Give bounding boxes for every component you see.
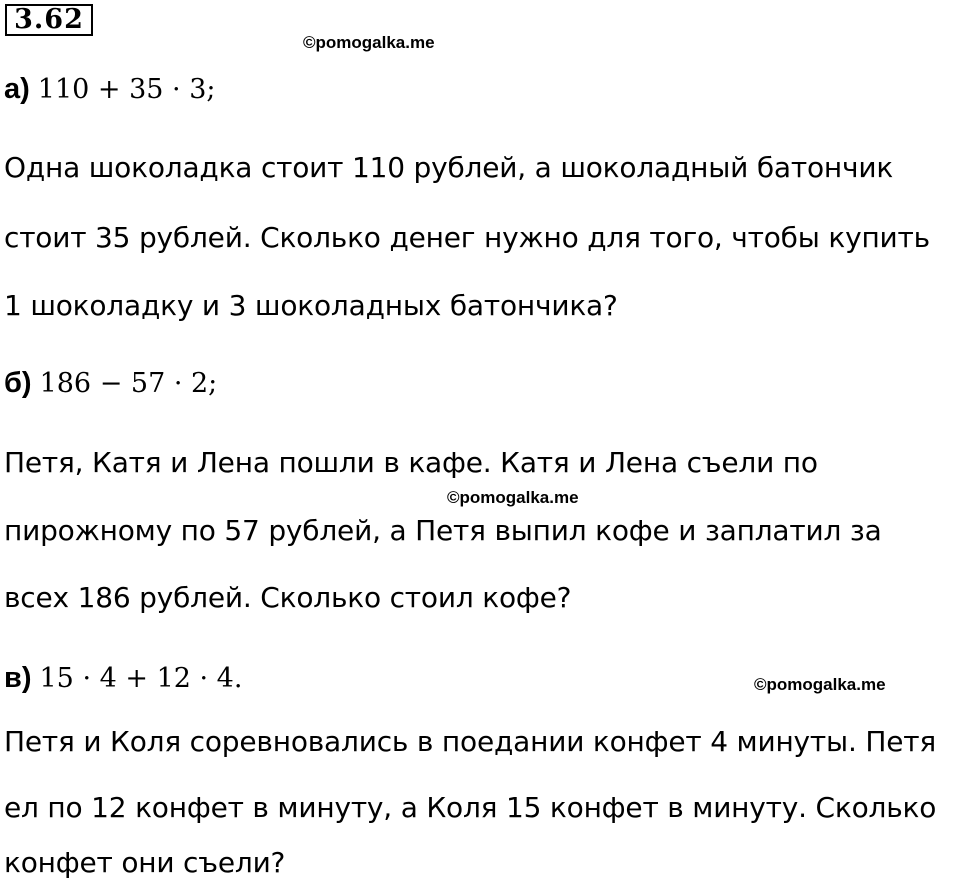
item-c-expression: 15 · 4 + 12 · 4. (39, 663, 243, 694)
problem-number: 3.62 (5, 4, 93, 36)
item-b-expression: 186 − 57 · 2; (39, 368, 218, 399)
item-c-label: в) (4, 662, 32, 694)
item-a-text-line: Одна шоколадка стоит 110 рублей, а шоколадный батончик (4, 151, 894, 184)
watermark: ©pomogalka.me (754, 675, 886, 694)
item-a-label: а) (4, 73, 30, 105)
item-b-text-line: пирожному по 57 рублей, а Петя выпил кофе и заплатил за (4, 514, 882, 547)
item-a-text-line: стоит 35 рублей. Сколько денег нужно для того, чтобы купить (4, 221, 930, 254)
item-b-text-line: Петя, Катя и Лена пошли в кафе. Катя и Лена съели по (4, 446, 818, 479)
item-c-header (4, 661, 242, 696)
item-a-header (4, 72, 216, 107)
watermark: ©pomogalka.me (303, 33, 435, 52)
item-c-text-line: конфет они съели? (4, 846, 286, 879)
item-c-text-line: Петя и Коля соревновались в поедании конфет 4 минуты. Петя (4, 725, 936, 758)
item-c-text-line: ел по 12 конфет в минуту, а Коля 15 конфет в минуту. Сколько (4, 791, 937, 824)
item-a-expression: 110 + 35 · 3; (37, 74, 216, 105)
item-b-header (4, 366, 217, 401)
item-b-text-line: всех 186 рублей. Сколько стоил кофе? (4, 581, 572, 614)
item-b-label: б) (4, 367, 32, 399)
item-a-text-line: 1 шоколадку и 3 шоколадных батончика? (4, 289, 618, 322)
watermark: ©pomogalka.me (447, 488, 579, 507)
